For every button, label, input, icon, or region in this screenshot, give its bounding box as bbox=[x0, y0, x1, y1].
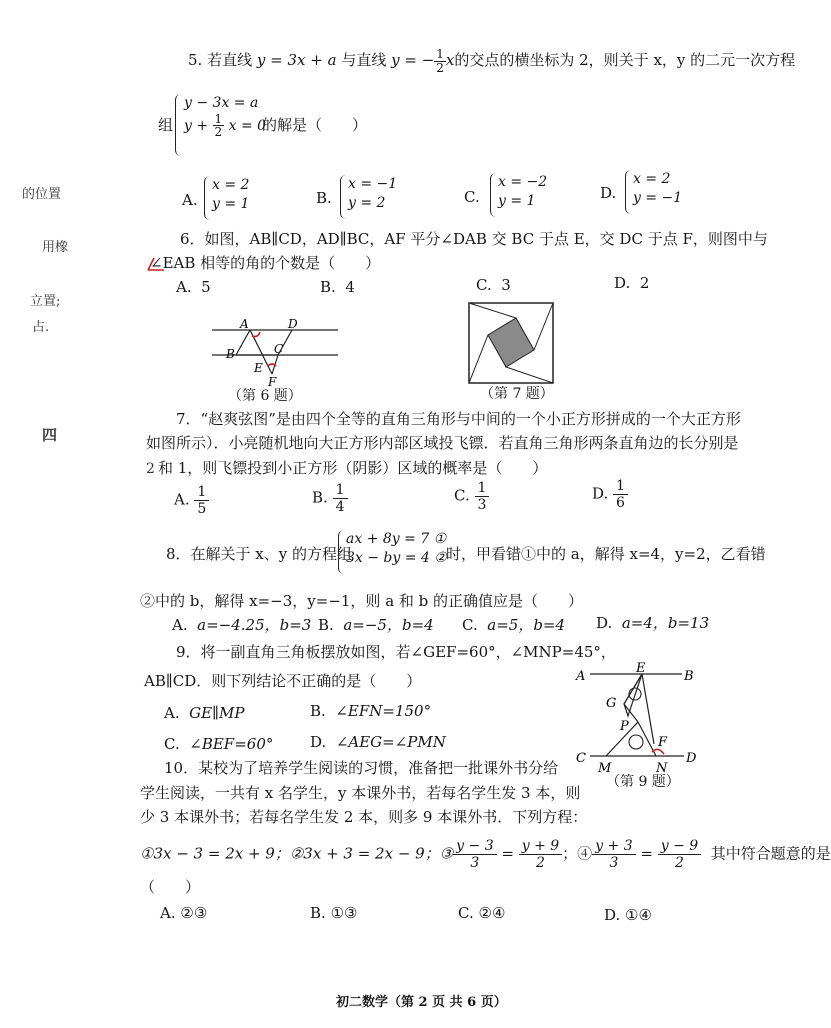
margin-note: 2 bbox=[146, 461, 155, 477]
question-8-text-a: 8．在解关于 x、y 的方程组 bbox=[166, 545, 353, 563]
option-a-label: A. bbox=[182, 191, 198, 209]
question-10-line1: 10．某校为了培养学生阅读的习惯，准备把一批课外书分给 bbox=[164, 759, 559, 777]
question-10-line2: 学生阅读，一共有 x 名学生，y 本课外书，若每名学生发 3 本，则 bbox=[140, 784, 581, 802]
label-A: A bbox=[240, 317, 249, 331]
margin-note: 立置; bbox=[30, 294, 61, 309]
q9-option-d[interactable]: D. ∠AEG=∠PMN bbox=[310, 733, 446, 751]
question-6-line1: 6．如图，AB∥CD，AD∥BC，AF 平分∠DAB 交 BC 于点 E，交 DC 于点 F，则图中与 bbox=[180, 230, 768, 248]
margin-note: 占. bbox=[32, 320, 50, 335]
q9-option-c[interactable]: C. ∠BEF=60° bbox=[164, 735, 274, 753]
q6-option-d[interactable]: D. 2 bbox=[614, 274, 650, 292]
question-5-zu: 组 bbox=[158, 116, 174, 134]
question-7-line2: 如图所示）．小亮随机地向大正方形内部区域投飞镖．若直角三角形两条直角边的长分别是 bbox=[146, 434, 739, 452]
label-G: G bbox=[606, 696, 617, 711]
label-B: B bbox=[226, 347, 235, 361]
question-9-line1: 9．将一副直角三角板摆放如图，若∠GEF=60°，∠MNP=45°， bbox=[176, 643, 616, 661]
question-5-tail: 的解是（ ） bbox=[262, 116, 368, 134]
q7-option-b[interactable]: B. $\frac{1}{4}$ bbox=[312, 482, 348, 515]
q10-option-d[interactable]: D. ①④ bbox=[604, 906, 652, 924]
figure-6-caption: （第 6 题） bbox=[228, 388, 302, 404]
margin-note: 用橡 bbox=[42, 240, 69, 255]
q8-option-b[interactable]: B. a=−5，b=4 bbox=[318, 616, 434, 634]
question-5-system: y − 3x = a y + $\frac{1}{2}$ x = 0 bbox=[184, 95, 267, 140]
q9-option-b[interactable]: B. ∠EFN=150° bbox=[310, 702, 432, 720]
option-brace bbox=[204, 176, 211, 220]
q8-option-a[interactable]: A. a=−4.25，b=3 bbox=[172, 616, 312, 634]
figure-9-caption: （第 9 题） bbox=[606, 774, 680, 790]
question-8-line2: ②中的 b，解得 x=−3，y=−1，则 a 和 b 的正确值应是（ ） bbox=[140, 592, 584, 610]
figure-6 bbox=[206, 310, 346, 390]
q5-option-c[interactable]: x = −2 y = 1 bbox=[498, 174, 548, 209]
label-P: P bbox=[620, 719, 629, 734]
figure-7 bbox=[466, 300, 556, 388]
option-brace bbox=[490, 173, 497, 217]
system-brace bbox=[338, 530, 345, 574]
option-brace bbox=[625, 170, 632, 214]
question-7-line1: 7．“赵爽弦图”是由四个全等的直角三角形与中间的一个小正方形拼成的一个大正方形 bbox=[176, 410, 741, 428]
q7-option-a[interactable]: A. $\frac{1}{5}$ bbox=[174, 484, 209, 517]
q8-option-c[interactable]: C. a=5，b=4 bbox=[462, 616, 566, 634]
q6-option-a[interactable]: A. 5 bbox=[176, 278, 211, 296]
label-A: A bbox=[576, 669, 586, 684]
red-check-mark bbox=[146, 254, 168, 274]
q5-option-d[interactable]: x = 2 y = −1 bbox=[633, 171, 683, 206]
question-8-text-b: 时，甲看错①中的 a，解得 x=4，y=2，乙看错 bbox=[446, 545, 766, 563]
option-brace bbox=[340, 175, 347, 219]
figure-9 bbox=[572, 660, 702, 780]
question-6-line2: ∠EAB 相等的角的个数是（ ） bbox=[150, 254, 381, 272]
q10-option-c[interactable]: C. ②④ bbox=[458, 904, 506, 922]
figure-7-caption: （第 7 题） bbox=[480, 386, 554, 402]
option-c-label: C. bbox=[464, 188, 480, 206]
option-b-label: B. bbox=[316, 189, 332, 207]
label-E: E bbox=[636, 661, 646, 676]
label-D: D bbox=[686, 751, 697, 766]
q6-option-b[interactable]: B. 4 bbox=[320, 278, 355, 296]
q8-option-d[interactable]: D. a=4，b=13 bbox=[596, 614, 710, 632]
question-10-equations: ①3x − 3 = 2x + 9；②3x + 3 = 2x − 9；③ $\frac{y - 3}{3}$ = $\frac{y + 9}{2}$ ；④ $\frac{y + 3}{3}$ = $\frac{y - 9}{2}$ 其中符合题意的是 bbox=[140, 838, 831, 872]
label-B: B bbox=[684, 669, 694, 684]
q5-option-a[interactable]: x = 2 y = 1 bbox=[212, 177, 250, 212]
label-E: E bbox=[254, 361, 263, 375]
system-brace bbox=[175, 94, 182, 156]
question-5-line1: 5. 若直线 y = 3x + a 与直线 y = − $\frac{1}{2}$ x的交点的横坐标为 2，则关于 x，y 的二元一次方程 bbox=[188, 47, 796, 75]
q10-option-b[interactable]: B. ①③ bbox=[310, 904, 358, 922]
question-10-paren: （ ） bbox=[140, 878, 201, 896]
question-8-system: ax + 8y = 7 ① 3x − by = 4 ② bbox=[346, 531, 447, 566]
margin-note: 四 bbox=[42, 426, 58, 444]
label-D: D bbox=[288, 317, 298, 331]
label-F: F bbox=[268, 375, 277, 389]
question-7-line3: 和 1，则飞镖投到小正方形（阴影）区域的概率是（ ） bbox=[158, 459, 548, 477]
label-C: C bbox=[274, 342, 284, 356]
label-C: C bbox=[576, 751, 586, 766]
q10-option-a[interactable]: A. ②③ bbox=[160, 904, 208, 922]
label-N: N bbox=[656, 761, 668, 776]
q7-option-c[interactable]: C. $\frac{1}{3}$ bbox=[454, 480, 489, 513]
q7-option-d[interactable]: D. $\frac{1}{6}$ bbox=[592, 478, 628, 511]
label-F: F bbox=[658, 735, 668, 750]
question-9-line2: AB∥CD．则下列结论不正确的是（ ） bbox=[144, 672, 422, 690]
margin-note: 的位置 bbox=[22, 187, 62, 202]
q6-option-c[interactable]: C. 3 bbox=[476, 276, 511, 294]
q9-option-a[interactable]: A. GE∥MP bbox=[164, 704, 245, 722]
option-d-label: D. bbox=[600, 184, 617, 202]
question-10-line3: 少 3 本课外书；若每名学生发 2 本，则多 9 本课外书．下列方程： bbox=[140, 808, 588, 826]
label-M: M bbox=[598, 761, 612, 776]
page-footer: 初二数学（第 2 页 共 6 页） bbox=[336, 995, 507, 1010]
q5-option-b[interactable]: x = −1 y = 2 bbox=[348, 176, 398, 211]
